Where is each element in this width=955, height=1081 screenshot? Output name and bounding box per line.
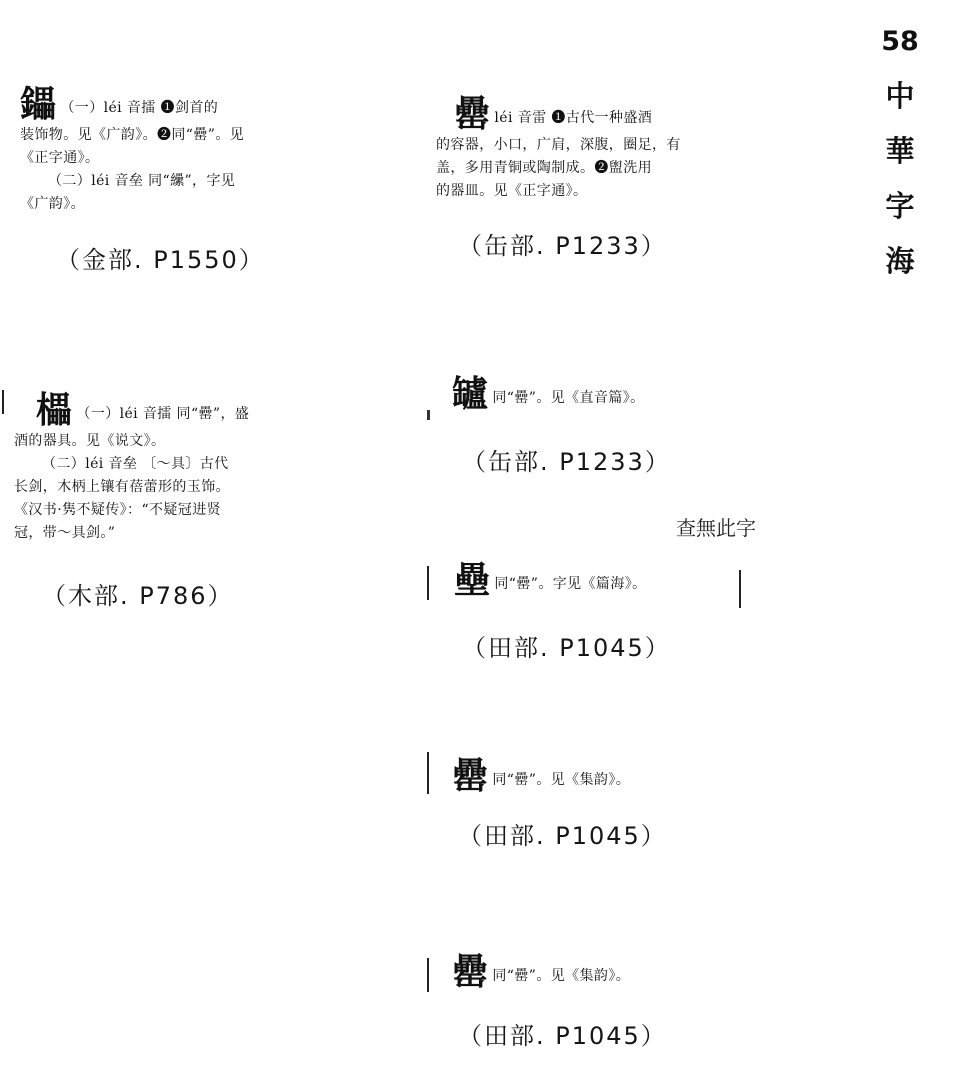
entry-text-line: 同“罍”。见《集韵》。 bbox=[492, 968, 631, 984]
handwritten-reference: （金部. P1550） bbox=[56, 246, 265, 274]
title-char-4: 海 bbox=[885, 244, 915, 278]
title-char-1: 中 bbox=[885, 79, 915, 113]
entry-text-line: 盖，多用青铜或陶制成。❷盥洗用 bbox=[436, 160, 652, 176]
entry-text-line: （二）léi 音垒 同“纝”，字见 bbox=[48, 173, 236, 189]
entry-headword: 罍 bbox=[452, 951, 489, 993]
dictionary-entry-1 bbox=[20, 84, 318, 216]
entry-text-line: 酒的器具。见《说文》。 bbox=[14, 433, 166, 449]
entry-headword: 罏 bbox=[452, 373, 489, 415]
margin-mark bbox=[427, 752, 429, 794]
margin-mark bbox=[427, 958, 429, 992]
handwritten-annotation: 查無此字 bbox=[676, 516, 756, 540]
handwritten-reference: （缶部. P1233） bbox=[458, 232, 667, 260]
dictionary-entry-3 bbox=[436, 94, 736, 203]
handwritten-reference: （田部. P1045） bbox=[462, 634, 671, 662]
entry-text-line: （二）léi 音垒 〔～具〕古代 bbox=[42, 456, 229, 472]
title-char-2: 華 bbox=[885, 134, 915, 168]
page-number: 58 bbox=[881, 26, 919, 57]
entry-text-line: 长剑，木柄上镶有蓓蕾形的玉饰。 bbox=[14, 479, 230, 495]
margin-mark bbox=[739, 570, 741, 608]
margin-mark bbox=[427, 566, 429, 600]
margin-mark bbox=[2, 390, 4, 414]
entry-headword: 罍 bbox=[454, 93, 491, 135]
entry-text-line: léi 音雷 ❶古代一种盛酒 bbox=[494, 110, 653, 126]
entry-text-line: 《广韵》。 bbox=[20, 196, 85, 212]
dictionary-entry-7 bbox=[452, 952, 752, 992]
entry-text-line: 同“罍”。见《集韵》。 bbox=[492, 772, 631, 788]
entry-text-line: 的器皿。见《正字通》。 bbox=[436, 183, 588, 199]
entry-text-line: （一）léi 音擂 ❶剑首的 bbox=[60, 100, 219, 116]
page-sidebar bbox=[878, 28, 922, 276]
title-char-3: 字 bbox=[885, 189, 915, 223]
entry-headword: 壘 bbox=[454, 559, 491, 601]
handwritten-reference: （田部. P1045） bbox=[458, 1022, 667, 1050]
entry-headword: 鑘 bbox=[20, 83, 57, 125]
dictionary-entry-6 bbox=[452, 756, 752, 796]
handwritten-reference: （缶部. P1233） bbox=[462, 448, 671, 476]
entry-text-line: 《汉书·隽不疑传》：“不疑冠进贤 bbox=[14, 502, 222, 518]
entry-text-line: 《正字通》。 bbox=[20, 150, 100, 166]
entry-text-line: 同“罍”。字见《篇海》。 bbox=[494, 576, 647, 592]
entry-text-line: 冠，带～具剑。” bbox=[14, 525, 116, 541]
dictionary-entry-4 bbox=[452, 374, 752, 414]
entry-headword: 櫑 bbox=[36, 389, 73, 431]
entry-text-line: 的容器，小口，广肩，深腹，圈足，有 bbox=[436, 137, 681, 153]
entry-text-line: 装饰物。见《广韵》。❷同“罍”。见 bbox=[20, 127, 245, 143]
entry-text-line: 同“罍”。见《直音篇》。 bbox=[492, 390, 645, 406]
dictionary-entry-5 bbox=[454, 560, 754, 600]
entry-headword: 罍 bbox=[452, 755, 489, 797]
handwritten-reference: （木部. P786） bbox=[42, 582, 234, 610]
margin-mark bbox=[427, 410, 430, 420]
entry-text-line: （一）léi 音擂 同“罍”，盛 bbox=[76, 406, 250, 422]
handwritten-reference: （田部. P1045） bbox=[458, 822, 667, 850]
dictionary-entry-2 bbox=[14, 390, 314, 545]
